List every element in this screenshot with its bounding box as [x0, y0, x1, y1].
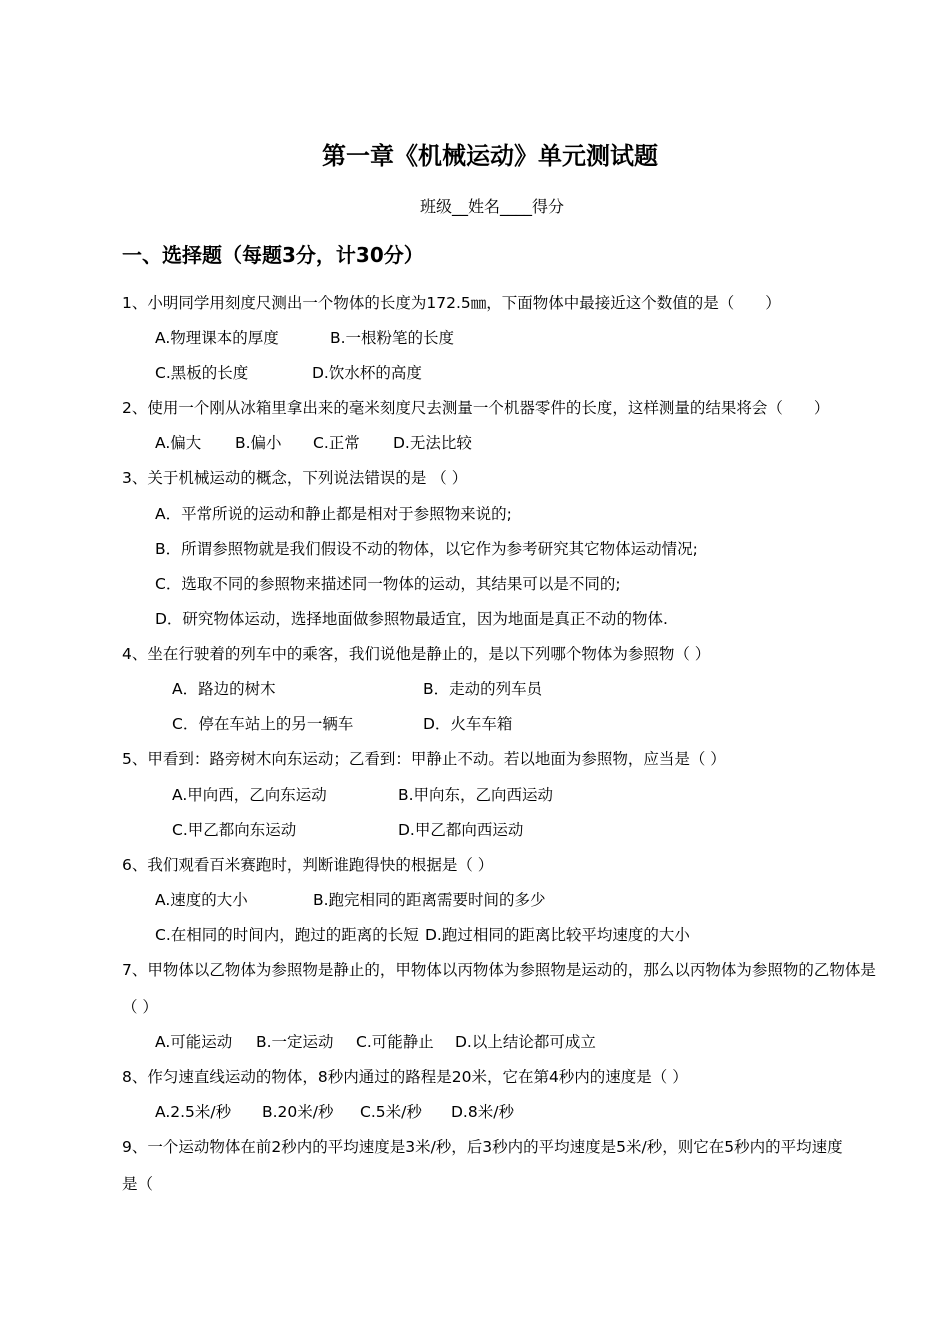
question-3-option-b: B．所谓参照物就是我们假设不动的物体，以它作为参考研究其它物体运动情况;: [155, 540, 698, 558]
student-info-line: 班级__姓名____得分: [419, 197, 564, 216]
question-6-option-c: C.在相同的时间内，跑过的距离的长短: [155, 926, 419, 944]
question-6-stem: 6、我们观看百米赛跑时，判断谁跑得快的根据是（ ）: [122, 856, 494, 874]
question-2-stem: 2、使用一个刚从冰箱里拿出来的毫米刻度尺去测量一个机器零件的长度，这样测量的结果将会（ ）: [122, 399, 830, 417]
question-8-option-a: A.2.5米/秒: [155, 1103, 232, 1121]
question-2-option-a: A.偏大: [155, 434, 202, 452]
question-8-option-d: D.8米/秒: [451, 1103, 514, 1121]
question-7-option-a: A.可能运动: [155, 1033, 233, 1051]
section-heading: 一、选择题（每题3分，计30分）: [122, 243, 424, 267]
question-7-option-b: B.一定运动: [256, 1033, 334, 1051]
question-5-stem: 5、甲看到：路旁树木向东运动；乙看到：甲静止不动。若以地面为参照物，应当是（ ）: [122, 750, 726, 768]
question-3-option-c: C．选取不同的参照物来描述同一物体的运动，其结果可以是不同的;: [155, 575, 621, 593]
question-9-stem-continued: 是（: [122, 1175, 154, 1193]
question-3-option-d: D．研究物体运动，选择地面做参照物最适宜，因为地面是真正不动的物体.: [155, 610, 668, 628]
question-8-option-b: B.20米/秒: [262, 1103, 334, 1121]
question-9-stem: 9、一个运动物体在前2秒内的平均速度是3米/秒，后3秒内的平均速度是5米/秒，则它在5秒内的平均速度: [122, 1138, 843, 1156]
question-3-option-a: A．平常所说的运动和静止都是相对于参照物来说的;: [155, 505, 512, 523]
question-1-option-a: A.物理课本的厚度: [155, 329, 279, 347]
question-5-option-b: B.甲向东，乙向西运动: [398, 786, 554, 804]
question-2-option-d: D.无法比较: [393, 434, 472, 452]
question-2-option-b: B.偏小: [235, 434, 282, 452]
question-6-option-b: B.跑完相同的距离需要时间的多少: [313, 891, 546, 909]
question-4-option-d: D．火车车箱: [423, 715, 513, 733]
question-5-option-c: C.甲乙都向东运动: [172, 821, 297, 839]
question-4-option-c: C．停在车站上的另一辆车: [172, 715, 354, 733]
question-4-option-b: B．走动的列车员: [423, 680, 543, 698]
question-1-stem: 1、小明同学用刻度尺测出一个物体的长度为172.5㎜，下面物体中最接近这个数值的是（ ）: [122, 294, 781, 312]
question-2-option-c: C.正常: [313, 434, 360, 452]
question-3-stem: 3、关于机械运动的概念，下列说法错误的是 （ ）: [122, 469, 468, 487]
question-5-option-d: D.甲乙都向西运动: [398, 821, 524, 839]
question-6-option-d: D.跑过相同的距离比较平均速度的大小: [425, 926, 690, 944]
question-7-stem-continued: （ ）: [122, 998, 158, 1016]
question-1-option-d: D.饮水杯的高度: [312, 364, 422, 382]
question-1-option-b: B.一根粉笔的长度: [330, 329, 455, 347]
question-4-option-a: A．路边的树木: [172, 680, 276, 698]
question-5-option-a: A.甲向西，乙向东运动: [172, 786, 327, 804]
page-title: 第一章《机械运动》单元测试题: [322, 142, 658, 170]
question-8-stem: 8、作匀速直线运动的物体，8秒内通过的路程是20米，它在第4秒内的速度是（ ）: [122, 1068, 688, 1086]
question-8-option-c: C.5米/秒: [360, 1103, 422, 1121]
question-7-stem: 7、甲物体以乙物体为参照物是静止的，甲物体以丙物体为参照物是运动的，那么以丙物体为参照物的乙物体是: [122, 961, 876, 979]
question-6-option-a: A.速度的大小: [155, 891, 248, 909]
question-1-option-c: C.黑板的长度: [155, 364, 249, 382]
question-7-option-c: C.可能静止: [356, 1033, 434, 1051]
question-7-option-d: D.以上结论都可成立: [455, 1033, 596, 1051]
question-4-stem: 4、坐在行驶着的列车中的乘客，我们说他是静止的，是以下列哪个物体为参照物（ ）: [122, 645, 711, 663]
